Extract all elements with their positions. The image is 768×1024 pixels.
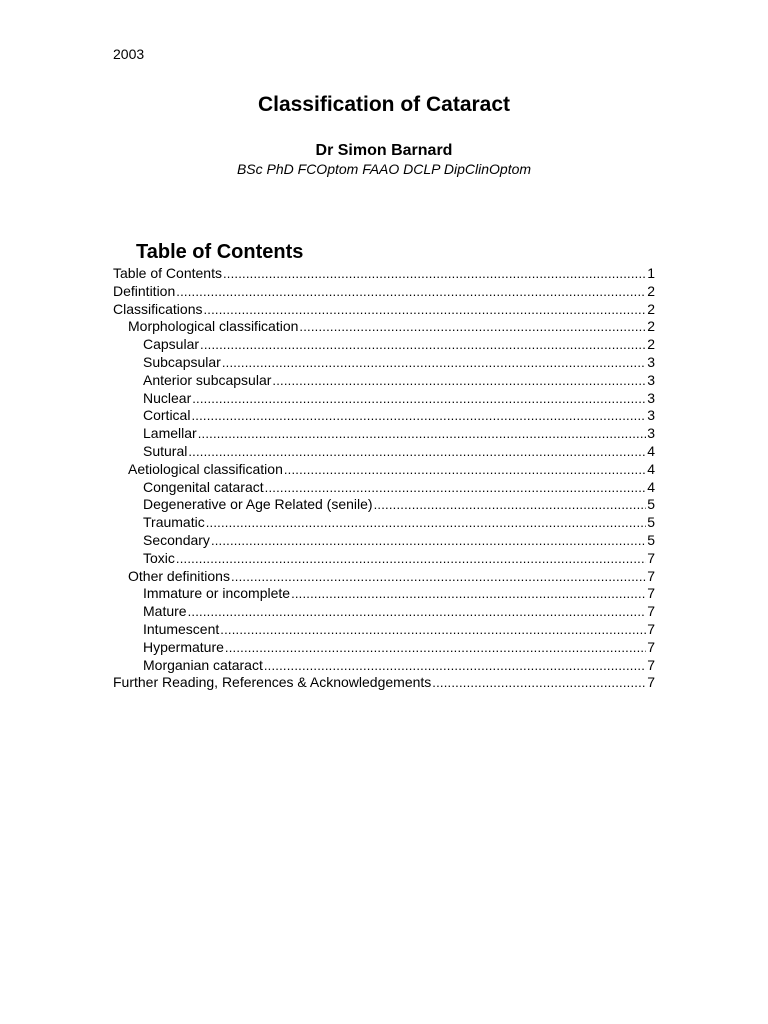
toc-entry[interactable] bbox=[113, 532, 655, 550]
toc-dot-leader bbox=[192, 390, 646, 408]
toc-entry[interactable] bbox=[113, 585, 655, 603]
toc-entry-label: Nuclear bbox=[143, 389, 192, 406]
toc-entry-label: Other definitions bbox=[128, 567, 230, 584]
toc-entry-label: Cortical bbox=[143, 407, 191, 424]
toc-entry[interactable] bbox=[113, 425, 655, 443]
toc-entry-label: Secondary bbox=[143, 531, 210, 548]
toc-entry-label: Defintition bbox=[113, 282, 176, 299]
toc-entry-label: Aetiological classification bbox=[128, 460, 283, 477]
toc-entry[interactable] bbox=[113, 318, 655, 336]
toc-entry-page: 7 bbox=[647, 674, 655, 691]
toc-entry-label: Morganian cataract bbox=[143, 656, 263, 673]
page-year: 2003 bbox=[113, 46, 145, 62]
toc-entry-page: 4 bbox=[647, 460, 655, 477]
toc-entry-page: 7 bbox=[647, 567, 655, 584]
toc-entry-label: Degenerative or Age Related (senile) bbox=[143, 496, 373, 513]
toc-dot-leader bbox=[211, 532, 646, 550]
toc-entry-label: Anterior subcapsular bbox=[143, 371, 272, 388]
toc-entry-page: 3 bbox=[647, 371, 655, 388]
toc-entry-page: 7 bbox=[647, 603, 655, 620]
toc-dot-leader bbox=[191, 407, 646, 425]
toc-dot-leader bbox=[198, 425, 647, 443]
toc-entry[interactable] bbox=[113, 657, 655, 675]
toc-entry[interactable] bbox=[113, 603, 655, 621]
toc-entry[interactable] bbox=[113, 265, 655, 283]
toc-entry[interactable] bbox=[113, 496, 655, 514]
toc-dot-leader bbox=[203, 301, 646, 319]
toc-dot-leader bbox=[200, 336, 646, 354]
toc-entry[interactable] bbox=[113, 407, 655, 425]
author-name: Dr Simon Barnard bbox=[315, 142, 453, 159]
toc-entry[interactable] bbox=[113, 514, 655, 532]
toc-entry-label: Classifications bbox=[113, 300, 203, 317]
toc-entry-page: 2 bbox=[647, 318, 655, 335]
toc-entry-page: 7 bbox=[647, 620, 655, 637]
toc-entry-page: 2 bbox=[647, 282, 655, 299]
toc-entry-page: 3 bbox=[647, 353, 655, 370]
toc-entry[interactable] bbox=[113, 479, 655, 497]
toc-entry-page: 5 bbox=[647, 496, 655, 513]
toc-dot-leader bbox=[176, 550, 646, 568]
toc-entry-page: 5 bbox=[647, 514, 655, 531]
toc-entry[interactable] bbox=[113, 443, 655, 461]
toc-dot-leader bbox=[264, 657, 646, 675]
toc-dot-leader bbox=[284, 461, 646, 479]
toc-entry-label: Immature or incomplete bbox=[143, 585, 291, 602]
toc-dot-leader bbox=[374, 496, 647, 514]
toc-entry-page: 7 bbox=[647, 585, 655, 602]
toc-entry-label: Congenital cataract bbox=[143, 478, 264, 495]
toc-dot-leader bbox=[299, 318, 646, 336]
toc-entry-page: 5 bbox=[647, 531, 655, 548]
toc-entry-label: Further Reading, References & Acknowledgements bbox=[113, 674, 432, 691]
toc-entry-page: 7 bbox=[647, 549, 655, 566]
toc-entry[interactable] bbox=[113, 621, 655, 639]
toc-entry-label: Sutural bbox=[143, 442, 188, 459]
toc-dot-leader bbox=[206, 514, 646, 532]
toc-entry-label: Morphological classification bbox=[128, 318, 299, 335]
toc-entry-label: Toxic bbox=[143, 549, 175, 566]
toc-entry-page: 7 bbox=[647, 656, 655, 673]
toc-entry[interactable] bbox=[113, 550, 655, 568]
toc-entry-page: 4 bbox=[647, 478, 655, 495]
toc-entry[interactable] bbox=[113, 354, 655, 372]
toc-entry-page: 7 bbox=[647, 638, 655, 655]
toc-entry-page: 3 bbox=[647, 389, 655, 406]
toc-entry-label: Capsular bbox=[143, 336, 200, 353]
table-of-contents bbox=[113, 265, 655, 692]
toc-dot-leader bbox=[222, 354, 646, 372]
toc-entry[interactable] bbox=[113, 372, 655, 390]
toc-entry[interactable] bbox=[113, 568, 655, 586]
toc-dot-leader bbox=[265, 479, 647, 497]
toc-heading: Table of Contents bbox=[136, 241, 304, 263]
toc-dot-leader bbox=[188, 443, 646, 461]
document-title: Classification of Cataract bbox=[257, 93, 511, 116]
toc-dot-leader bbox=[272, 372, 646, 390]
toc-dot-leader bbox=[188, 603, 647, 621]
toc-entry-page: 3 bbox=[647, 407, 655, 424]
toc-entry-page: 2 bbox=[647, 336, 655, 353]
toc-entry-label: Hypermature bbox=[143, 638, 224, 655]
toc-dot-leader bbox=[176, 283, 646, 301]
toc-entry-label: Mature bbox=[143, 603, 187, 620]
toc-entry[interactable] bbox=[113, 283, 655, 301]
toc-entry[interactable] bbox=[113, 301, 655, 319]
toc-entry[interactable] bbox=[113, 336, 655, 354]
toc-entry[interactable] bbox=[113, 674, 655, 692]
toc-dot-leader bbox=[231, 568, 646, 586]
toc-entry-page: 3 bbox=[647, 425, 655, 442]
toc-entry-label: Lamellar bbox=[143, 425, 197, 442]
toc-entry[interactable] bbox=[113, 390, 655, 408]
toc-entry-label: Subcapsular bbox=[143, 353, 221, 370]
toc-entry-page: 2 bbox=[647, 300, 655, 317]
toc-entry[interactable] bbox=[113, 461, 655, 479]
toc-entry-label: Traumatic bbox=[143, 514, 205, 531]
toc-dot-leader bbox=[225, 639, 646, 657]
toc-dot-leader bbox=[291, 585, 646, 603]
toc-entry-page: 1 bbox=[647, 265, 655, 281]
toc-dot-leader bbox=[220, 621, 646, 639]
toc-entry[interactable] bbox=[113, 639, 655, 657]
author-credentials: BSc PhD FCOptom FAAO DCLP DipClinOptom bbox=[236, 161, 532, 177]
toc-entry-page: 4 bbox=[647, 442, 655, 459]
toc-dot-leader bbox=[223, 265, 646, 283]
toc-entry-label: Intumescent bbox=[143, 620, 220, 637]
toc-dot-leader bbox=[432, 674, 646, 692]
toc-entry-label: Table of Contents bbox=[113, 265, 222, 281]
